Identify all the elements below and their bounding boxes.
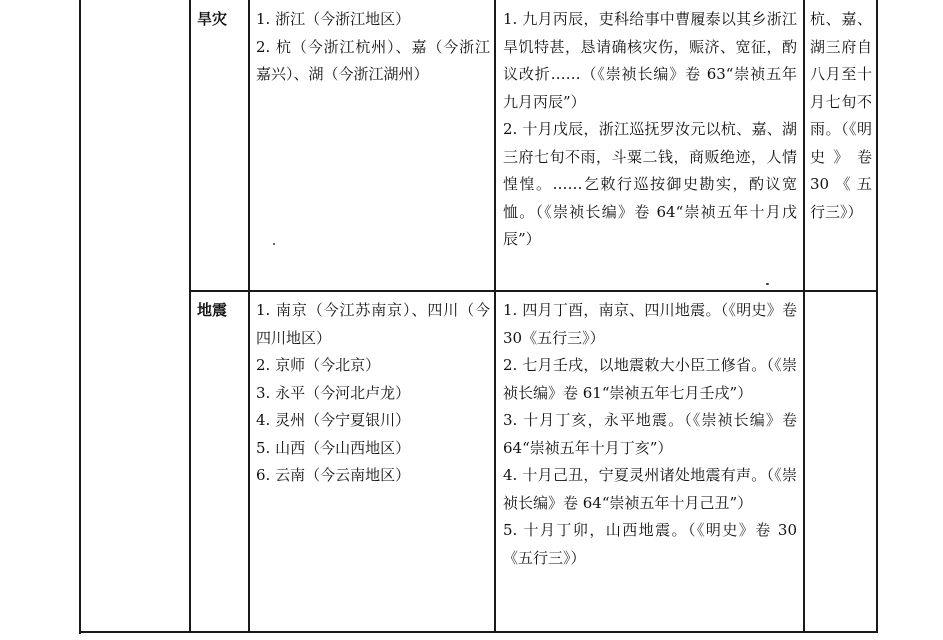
note-drought xyxy=(810,6,872,226)
record-item: 2. 七月壬戌，以地震敕大小臣工修省。（《崇祯长编》卷 61“崇祯五年七月壬戌”） xyxy=(503,356,797,402)
place-item: 4. 灵州（今宁夏银川） xyxy=(256,411,411,429)
record-item: 1. 四月丁酉，南京、四川地震。（《明史》卷 30《五行三》） xyxy=(503,301,797,347)
place-item: 5. 山西（今山西地区） xyxy=(256,438,411,457)
record-item: 1. 九月丙辰，吏科给事中曹履泰以其乡浙江旱饥特甚，恳请确核灾伤，赈济、宽征，酌议改折……（《崇祯长编》卷 63“崇祯五年九月丙辰”） xyxy=(503,10,797,111)
records-drought xyxy=(503,6,797,254)
places-drought xyxy=(256,6,490,89)
record-item: 4. 十月己丑，宁夏灵州诸处地震有声。（《崇祯长编》卷 64“崇祯五年十月己丑”） xyxy=(503,466,797,512)
place-item: 3. 永平（今河北卢龙） xyxy=(256,383,411,402)
table-left-border xyxy=(79,0,81,634)
disaster-type-drought: 旱灾 xyxy=(197,10,228,28)
place-item: 1. 南京（今江苏南京）、四川（今四川地区） xyxy=(256,301,490,347)
table-bottom-border xyxy=(79,631,878,633)
place-item: 2. 京师（今北京） xyxy=(256,356,381,374)
note-text: 杭、嘉、湖三府自八月至十月七旬不雨。（《明史》卷 30《五行三》） xyxy=(810,10,872,221)
place-item: 2. 杭（今浙江杭州）、嘉（今浙江嘉兴）、湖（今浙江湖州） xyxy=(256,37,490,83)
disaster-type-earthquake: 地震 xyxy=(197,301,228,319)
record-item: 2. 十月戊辰，浙江巡抚罗汝元以杭、嘉、湖三府七旬不雨，斗粟二钱，商贩绝迹，人情惶惶。……乞敕行巡按御史勘实，酌议宽恤。（《崇祯长编》卷 64“崇祯五年十月戊辰”） xyxy=(503,120,797,248)
row-divider xyxy=(189,290,878,292)
column-divider xyxy=(803,0,805,632)
place-item: 6. 云南（今云南地区） xyxy=(256,466,411,484)
table-right-border xyxy=(876,0,878,632)
records-earthquake xyxy=(503,297,797,572)
record-item: 5. 十月丁卯，山西地震。（《明史》卷 30《五行三》） xyxy=(503,521,797,567)
places-earthquake xyxy=(256,297,490,490)
place-item: 1. 浙江（今浙江地区） xyxy=(256,10,411,28)
column-divider xyxy=(248,0,250,632)
column-divider xyxy=(189,0,191,632)
column-divider xyxy=(494,0,496,632)
record-item: 3. 十月丁亥，永平地震。（《崇祯长编》卷 64“崇祯五年十月丁亥”） xyxy=(503,411,797,457)
scan-speck xyxy=(273,243,275,245)
scan-speck xyxy=(766,283,769,285)
